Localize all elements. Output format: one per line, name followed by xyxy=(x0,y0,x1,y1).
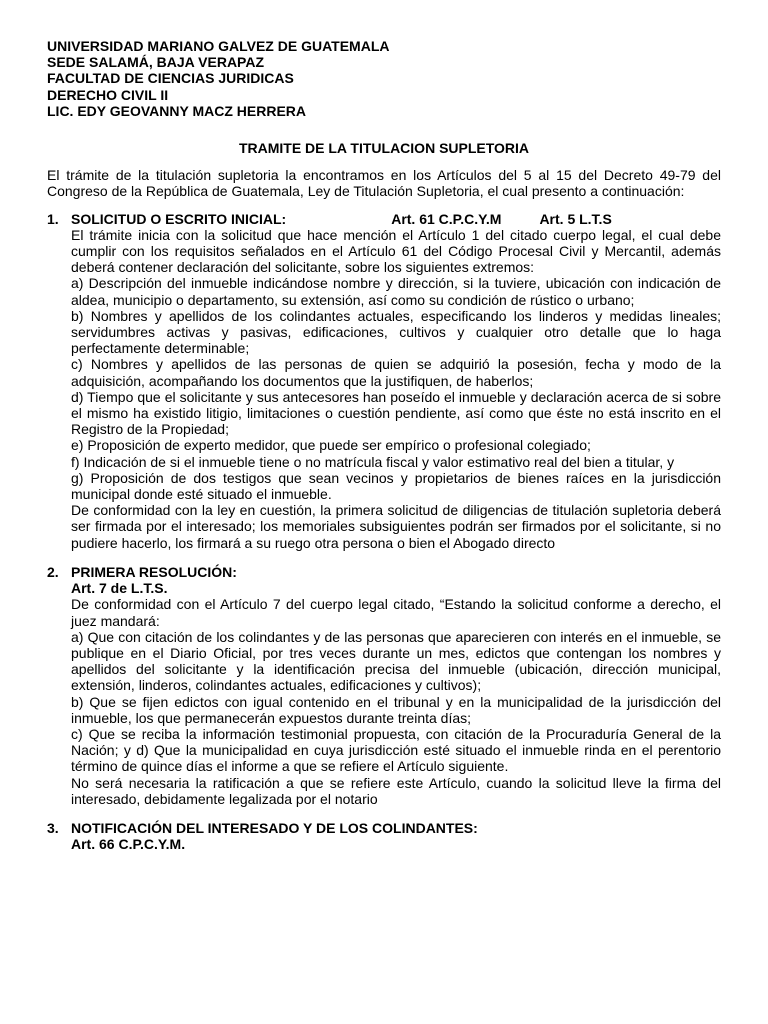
section-1 xyxy=(47,211,721,551)
list-item: b) Que se fijen edictos con igual contenido en el tribunal y en la municipalidad de la jurisdicción del inmueble, los que permanecerán expuestos durante treinta días; xyxy=(71,693,721,726)
header-university: UNIVERSIDAD MARIANO GALVEZ DE GUATEMALA xyxy=(47,38,390,54)
section-number: 1. xyxy=(47,210,59,227)
section-heading xyxy=(47,820,721,836)
section-body xyxy=(71,580,721,807)
section-title: SOLICITUD O ESCRITO INICIAL: xyxy=(71,210,287,227)
list-item: d) Tiempo que el solicitante y sus antecesores han poseído el inmueble y declaración acerca de si sobre el mismo ha existido litigio, limitaciones o cuestión pendiente, así como que éste no está inscrito en el Registro de la Propiedad; xyxy=(71,388,721,438)
paragraph: De conformidad con la ley en cuestión, la primera solicitud de diligencias de titulación supletoria deberá ser firmada por el interesado; los memoriales subsiguientes podrán ser firmados por el solicitante, si no pudiere hacerlo, los firmará a su ruego otra persona o bien el Abogado directo xyxy=(71,502,721,551)
list-item: f) Indicación de si el inmueble tiene o no matrícula fiscal y valor estimativo real del bien a titular, y xyxy=(71,453,675,470)
paragraph: De conformidad con el Artículo 7 del cuerpo legal citado, “Estando la solicitud conforme a derecho, el juez mandará: xyxy=(71,596,721,629)
section-title: NOTIFICACIÓN DEL INTERESADO Y DE LOS COLINDANTES: xyxy=(71,819,478,836)
list-item: a) Descripción del inmueble indicándose nombre y dirección, si la tuviere, ubicación con indicación de aldea, municipio o departamento, su extensión, así como su condición de rústico o urbano; xyxy=(71,275,721,308)
paragraph: El trámite inicia con la solicitud que hace mención el Artículo 1 del citado cuerpo legal, el cual debe cumplir con los requisitos señalados en el Artículo 61 del Código Procesal Civil y Mercantil, además deberá contener declaración del solicitante, sobre los siguientes extremos: xyxy=(71,226,721,276)
header-course: DERECHO CIVIL II xyxy=(47,86,169,103)
section-article-reference: Art. 61 C.P.C.Y.M xyxy=(391,210,502,227)
list-item: c) Nombres y apellidos de las personas de quien se adquirió la posesión, fecha y modo de la adquisición, acompañando los documentos que la justifiquen, de haberlos; xyxy=(71,356,721,389)
section-2 xyxy=(47,564,721,807)
section-heading xyxy=(47,211,721,227)
section-heading xyxy=(47,564,721,580)
section-title: PRIMERA RESOLUCIÓN: xyxy=(71,563,237,580)
section-article-reference: Art. 7 de L.T.S. xyxy=(71,580,168,597)
list-item: g) Proposición de dos testigos que sean vecinos y propietarios de bienes raíces en la jurisdicción municipal donde esté situado el inmueble. xyxy=(71,469,721,503)
list-item: b) Nombres y apellidos de los colindantes actuales, especificando los linderos y medidas lineales; servidumbres activas y pasivas, edificaciones, cultivos y cualquier otro detalle que lo haga perfectamente determinable; xyxy=(71,307,721,357)
list-item: c) Que se reciba la información testimonial propuesta, con citación de la Procuraduría General de la Nación; y d) Que la municipalidad en cuya jurisdicción esté situado el inmueble rinda en el perentorio término de quince días el informe a que se refiere el Artículo siguiente. xyxy=(71,725,721,775)
header-professor: LIC. EDY GEOVANNY MACZ HERRERA xyxy=(47,102,307,119)
section-3 xyxy=(47,820,721,852)
document-title: TRAMITE DE LA TITULACION SUPLETORIA xyxy=(238,140,530,157)
section-number: 2. xyxy=(47,563,59,580)
list-item: a) Que con citación de los colindantes y de las personas que aparecieren con interés en el inmueble, se publique en el Diario Oficial, por tres veces durante un mes, edictos que contengan los nombres y apellidos del solicitante y la identificación precisa del inmueble (ubicación, dirección municipal, extensión, linderos, colindantes actuales, edificaciones y cultivos); xyxy=(71,628,721,694)
document-header xyxy=(47,38,721,119)
section-article-reference: Art. 5 L.T.S xyxy=(539,210,612,227)
section-body xyxy=(71,836,721,852)
header-faculty: FACULTAD DE CIENCIAS JURIDICAS xyxy=(47,70,294,87)
list-item: e) Proposición de experto medidor, que puede ser empírico o profesional colegiado; xyxy=(71,437,591,454)
section-body xyxy=(71,227,721,551)
section-number: 3. xyxy=(47,819,59,836)
paragraph: No será necesaria la ratificación a que se refiere este Artículo, cuando la solicitud lleve la firma del interesado, debidamente legalizada por el notario xyxy=(71,774,721,807)
section-article-reference: Art. 66 C.P.C.Y.M. xyxy=(71,836,186,853)
header-campus: SEDE SALAMÁ, BAJA VERAPAZ xyxy=(47,54,265,71)
intro-paragraph: El trámite de la titulación supletoria la encontramos en los Artículos del 5 al 15 del Decreto 49-79 del Congreso de la República de Guatemala, Ley de Titulación Supletoria, el cual presento a continuación: xyxy=(47,167,721,200)
